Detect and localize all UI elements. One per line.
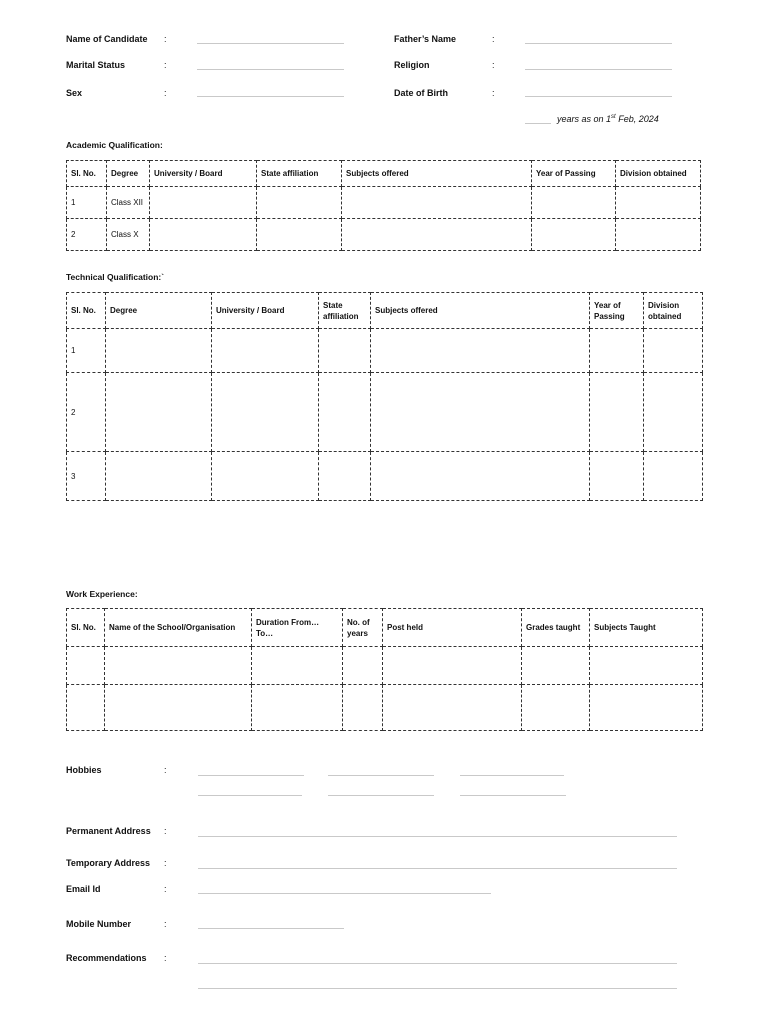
table-row xyxy=(67,685,703,731)
sl-no-cell: 2 xyxy=(67,219,107,251)
input-cell[interactable] xyxy=(212,373,319,452)
colon: : xyxy=(492,88,495,98)
age-note: years as on 1st Feb, 2024 xyxy=(557,114,659,124)
table-row xyxy=(67,373,703,452)
input-cell[interactable] xyxy=(590,373,644,452)
col-degree: Degree xyxy=(106,293,212,329)
input-cell[interactable] xyxy=(383,685,522,731)
input-cell[interactable] xyxy=(590,452,644,501)
dob-field[interactable] xyxy=(525,96,672,97)
col-state-affiliation: State affiliation xyxy=(319,293,371,329)
col-university: University / Board xyxy=(212,293,319,329)
input-cell[interactable] xyxy=(532,187,616,219)
input-cell[interactable] xyxy=(590,685,703,731)
table-row xyxy=(67,647,703,685)
colon: : xyxy=(164,858,167,868)
hobby-field[interactable] xyxy=(198,775,304,776)
input-cell[interactable] xyxy=(212,329,319,373)
col-year: Year of Passing xyxy=(532,161,616,187)
permanent-address-field[interactable] xyxy=(198,836,677,837)
input-cell[interactable] xyxy=(106,329,212,373)
sl-no-cell: 1 xyxy=(67,329,106,373)
input-cell[interactable] xyxy=(105,685,252,731)
input-cell[interactable] xyxy=(616,187,701,219)
input-cell[interactable] xyxy=(590,647,703,685)
input-cell[interactable] xyxy=(106,373,212,452)
col-sl-no: Sl. No. xyxy=(67,609,105,647)
table-header-row xyxy=(67,293,703,329)
input-cell[interactable] xyxy=(319,452,371,501)
dob-label: Date of Birth xyxy=(394,88,448,98)
col-subjects: Subjects offered xyxy=(342,161,532,187)
col-subjects-taught: Subjects Taught xyxy=(590,609,703,647)
colon: : xyxy=(492,60,495,70)
col-sl-no: Sl. No. xyxy=(67,161,107,187)
input-cell[interactable] xyxy=(644,373,703,452)
input-cell[interactable] xyxy=(257,219,342,251)
permanent-address-label: Permanent Address xyxy=(66,826,151,836)
mobile-field[interactable] xyxy=(198,928,344,929)
input-cell[interactable] xyxy=(150,219,257,251)
sl-no-cell: 1 xyxy=(67,187,107,219)
input-cell[interactable] xyxy=(319,329,371,373)
input-cell[interactable] xyxy=(67,647,105,685)
input-cell[interactable] xyxy=(522,647,590,685)
col-duration: Duration From… To… xyxy=(252,609,343,647)
temporary-address-field[interactable] xyxy=(198,868,677,869)
age-field[interactable] xyxy=(525,123,551,124)
input-cell[interactable] xyxy=(522,685,590,731)
hobby-field[interactable] xyxy=(198,795,302,796)
col-years: No. of years xyxy=(343,609,383,647)
input-cell[interactable] xyxy=(371,329,590,373)
input-cell[interactable] xyxy=(150,187,257,219)
table-row xyxy=(67,187,701,219)
academic-title: Academic Qualification: xyxy=(66,140,163,150)
input-cell[interactable] xyxy=(319,373,371,452)
work-table xyxy=(66,608,703,731)
sex-field[interactable] xyxy=(197,96,344,97)
degree-cell: Class X xyxy=(107,219,150,251)
colon: : xyxy=(164,884,167,894)
colon: : xyxy=(164,88,167,98)
colon: : xyxy=(164,953,167,963)
input-cell[interactable] xyxy=(342,219,532,251)
input-cell[interactable] xyxy=(616,219,701,251)
colon: : xyxy=(164,765,167,775)
name-label: Name of Candidate xyxy=(66,34,148,44)
technical-title: Technical Qualification:` xyxy=(66,272,165,282)
col-degree: Degree xyxy=(107,161,150,187)
input-cell[interactable] xyxy=(343,685,383,731)
temporary-address-label: Temporary Address xyxy=(66,858,151,868)
colon: : xyxy=(164,34,167,44)
table-row xyxy=(67,219,701,251)
religion-label: Religion xyxy=(394,60,430,70)
marital-status-label: Marital Status xyxy=(66,60,126,70)
col-organisation: Name of the School/Organisation xyxy=(105,609,252,647)
father-name-field[interactable] xyxy=(525,43,672,44)
hobby-field[interactable] xyxy=(460,795,566,796)
input-cell[interactable] xyxy=(644,452,703,501)
email-field[interactable] xyxy=(198,893,491,894)
input-cell[interactable] xyxy=(252,685,343,731)
input-cell[interactable] xyxy=(590,329,644,373)
col-division: Division obtained xyxy=(616,161,701,187)
recommendations-field[interactable] xyxy=(198,988,677,989)
colon: : xyxy=(164,60,167,70)
table-header-row xyxy=(67,161,701,187)
recommendations-field[interactable] xyxy=(198,963,677,964)
input-cell[interactable] xyxy=(67,685,105,731)
col-year: Year of Passing xyxy=(590,293,644,329)
sex-label: Sex xyxy=(66,88,83,98)
table-row xyxy=(67,452,703,501)
hobbies-label: Hobbies xyxy=(66,765,102,775)
input-cell[interactable] xyxy=(371,452,590,501)
work-title: Work Experience: xyxy=(66,589,138,599)
colon: : xyxy=(164,919,167,929)
col-sl-no: Sl. No. xyxy=(67,293,106,329)
input-cell[interactable] xyxy=(212,452,319,501)
technical-table xyxy=(66,292,703,501)
col-university: University / Board xyxy=(150,161,257,187)
mobile-label: Mobile Number xyxy=(66,919,132,929)
degree-cell: Class XII xyxy=(107,187,150,219)
sl-no-cell: 3 xyxy=(67,452,106,501)
input-cell[interactable] xyxy=(644,329,703,373)
input-cell[interactable] xyxy=(257,187,342,219)
col-subjects: Subjects offered xyxy=(371,293,590,329)
table-row xyxy=(67,329,703,373)
input-cell[interactable] xyxy=(371,373,590,452)
input-cell[interactable] xyxy=(532,219,616,251)
email-label: Email Id xyxy=(66,884,101,894)
sl-no-cell: 2 xyxy=(67,373,106,452)
col-post: Post held xyxy=(383,609,522,647)
col-division: Division obtained xyxy=(644,293,703,329)
marital-status-field[interactable] xyxy=(197,69,344,70)
col-state-affiliation: State affiliation xyxy=(257,161,342,187)
table-header-row xyxy=(67,609,703,647)
hobby-field[interactable] xyxy=(328,795,434,796)
name-field[interactable] xyxy=(197,43,344,44)
colon: : xyxy=(164,826,167,836)
col-grades: Grades taught xyxy=(522,609,590,647)
input-cell[interactable] xyxy=(106,452,212,501)
input-cell[interactable] xyxy=(343,647,383,685)
hobby-field[interactable] xyxy=(328,775,434,776)
hobby-field[interactable] xyxy=(460,775,564,776)
input-cell[interactable] xyxy=(252,647,343,685)
father-name-label: Father’s Name xyxy=(394,34,457,44)
input-cell[interactable] xyxy=(342,187,532,219)
recommendations-label: Recommendations xyxy=(66,953,147,963)
input-cell[interactable] xyxy=(383,647,522,685)
academic-table xyxy=(66,160,701,251)
religion-field[interactable] xyxy=(525,69,672,70)
input-cell[interactable] xyxy=(105,647,252,685)
colon: : xyxy=(492,34,495,44)
